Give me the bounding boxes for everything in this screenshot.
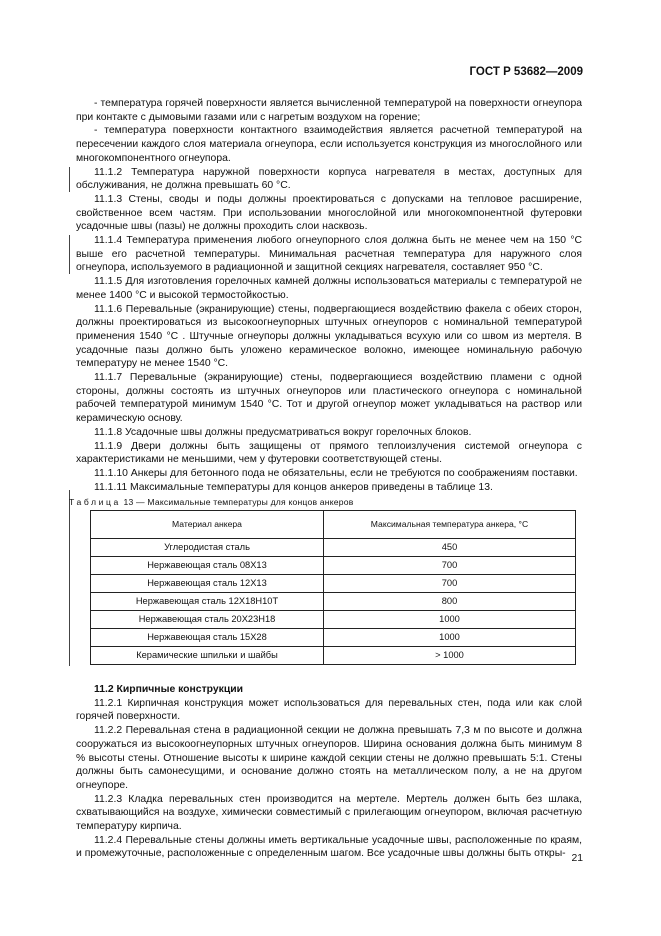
cell-temperature: 1000 — [324, 611, 576, 629]
paragraph-11-1-7: 11.1.7 Перевальные (экранирующие) стены, подвергающиеся воздействию пламени с одной стороны, должны состоять из штучных огнеупоров или пластического огнеупора с номинальной рабочей температурой минимум 1540 °С. Тот и другой огнеупор может укладываться на раствор или керамическую основу. — [76, 372, 582, 425]
table-header-row — [91, 511, 576, 539]
table-row — [91, 593, 576, 611]
table-row — [91, 575, 576, 593]
paragraph-11-1-4: 11.1.4 Температура применения любого огнеупорного слоя должна быть не менее чем на 150 °С выше его расчетной температуры. Минимальная расчетная температура для наружного слоя огнеупора, используемого в радиационной и защитной секциях нагревателя, составляет 950 °С. — [76, 235, 582, 274]
paragraph-11-1-8: 11.1.8 Усадочные швы должны предусматриваться вокруг горелочных блоков. — [94, 426, 472, 438]
cell-temperature: 1000 — [324, 629, 576, 647]
paragraph: - температура поверхности контактного взаимодействия является расчетной температурой на пересечении каждого слоя материала огнеупора, если используется конструкция из многослойного или многокомпонентного огнеупора. — [76, 125, 582, 164]
cell-material: Нержавеющая сталь 12Х13 — [91, 575, 324, 593]
cell-material: Углеродистая сталь — [91, 539, 324, 557]
table-row — [91, 539, 576, 557]
cell-temperature: 800 — [324, 593, 576, 611]
paragraph-11-1-10: 11.1.10 Анкеры для бетонного пода не обязательны, если не требуются по соображениям поставки. — [94, 467, 578, 479]
column-header-material: Материал анкера — [91, 511, 324, 539]
paragraph-11-1-2: 11.1.2 Температура наружной поверхности корпуса нагревателя в местах, доступных для обслуживания, не должна превышать 60 °С. — [76, 166, 582, 192]
cell-material: Нержавеющая сталь 15Х28 — [91, 629, 324, 647]
cell-material: Керамические шпильки и шайбы — [91, 647, 324, 665]
paragraph-11-2-4: 11.2.4 Перевальные стены должны иметь вертикальные усадочные швы, расположенные по краям, и промежуточные, расположенные с определенным шагом. Все усадочные швы должны быть откры- — [76, 834, 582, 860]
cell-temperature: 700 — [324, 557, 576, 575]
paragraph-11-2-1: 11.2.1 Кирпичная конструкция может использоваться для перевальных стен, пода или как слой горячей поверхности. — [76, 697, 582, 723]
paragraph-11-2-3: 11.2.3 Кладка перевальных стен производится на мертеле. Мертель должен быть без шлака, схватывающийся на воздухе, химически совместимый с прилегающим огнеупором, включая расчетную температуру кирпича. — [76, 793, 582, 833]
paragraph-11-1-9: 11.1.9 Двери должны быть защищены от прямого теплоизлучения системой огнеупора с характеристиками не меньшими, чем у футеровки соответствующей стены. — [76, 440, 582, 466]
standard-header: ГОСТ Р 53682—2009 — [469, 66, 583, 78]
table-caption — [69, 496, 589, 510]
paragraph-11-1-3: 11.1.3 Стены, своды и поды должны проектироваться с допусками на тепловое расширение, свойственное всем частям. При использовании многослойной или многокомпонентной футеровки усадочные швы (пазы) не должны проходить слои насквозь. — [76, 193, 582, 233]
paragraph-11-1-11: 11.1.11 Максимальные температуры для концов анкеров приведены в таблице 13. — [94, 481, 493, 493]
anchor-temperature-table — [90, 510, 576, 665]
paragraph-11-1-6: 11.1.6 Перевальные (экранирующие) стены, подвергающиеся воздействию факела с обеих сторон, должны проектироваться из высокоогнеупорных штучных огнеупоров с номинальной температурой применения 1540 °С . Штучные огнеупоры должны укладываться всухую или со швом из мертеля. В усадочные пазы должно быть уложено керамическое волокно, имеющее номинальную рабочую температуру не менее 1540 °С. — [76, 303, 582, 370]
cell-temperature: 700 — [324, 575, 576, 593]
cell-material: Нержавеющая сталь 20Х23Н18 — [91, 611, 324, 629]
table-caption-text: 13 — Максимальные температуры для концов анкеров — [120, 497, 354, 507]
table-caption-word: Таблица — [69, 497, 121, 507]
paragraph-11-1-5: 11.1.5 Для изготовления горелочных камней должны использоваться материалы с температурой не менее 1400 °С и высокой термостойкостью. — [76, 276, 582, 301]
table-row — [91, 557, 576, 575]
cell-temperature: > 1000 — [324, 647, 576, 665]
table-row — [91, 647, 576, 665]
section-title: 11.2 Кирпичные конструкции — [94, 684, 244, 695]
paragraph: - температура горячей поверхности является вычисленной температурой на поверхности огнеупора при контакте с дымовыми газами или с нагретым воздухом на горение; — [76, 98, 582, 123]
cell-temperature: 450 — [324, 539, 576, 557]
table-row — [91, 629, 576, 647]
table-row — [91, 611, 576, 629]
cell-material: Нержавеющая сталь 12Х18Н10Т — [91, 593, 324, 611]
column-header-temperature: Максимальная температура анкера, °С — [324, 511, 576, 539]
cell-material: Нержавеющая сталь 08Х13 — [91, 557, 324, 575]
section-11-2 — [76, 683, 582, 861]
paragraph-11-2-2: 11.2.2 Перевальная стена в радиационной секции не должна превышать 7,3 м по высоте и должна сооружаться из высокоогнеупорных штучных огнеупоров. Ширина основания должна быть минимум 8 % высоты стены. Отношение высоты к ширине каждой секции стены не должно превышать 5:1. Стены должны быть самонесущими, и основание должно стоять на металлическом полу, а не на другом огнеупоре. — [76, 725, 582, 791]
main-text — [76, 97, 582, 494]
page-number: 21 — [571, 853, 583, 864]
change-bar — [69, 490, 70, 666]
